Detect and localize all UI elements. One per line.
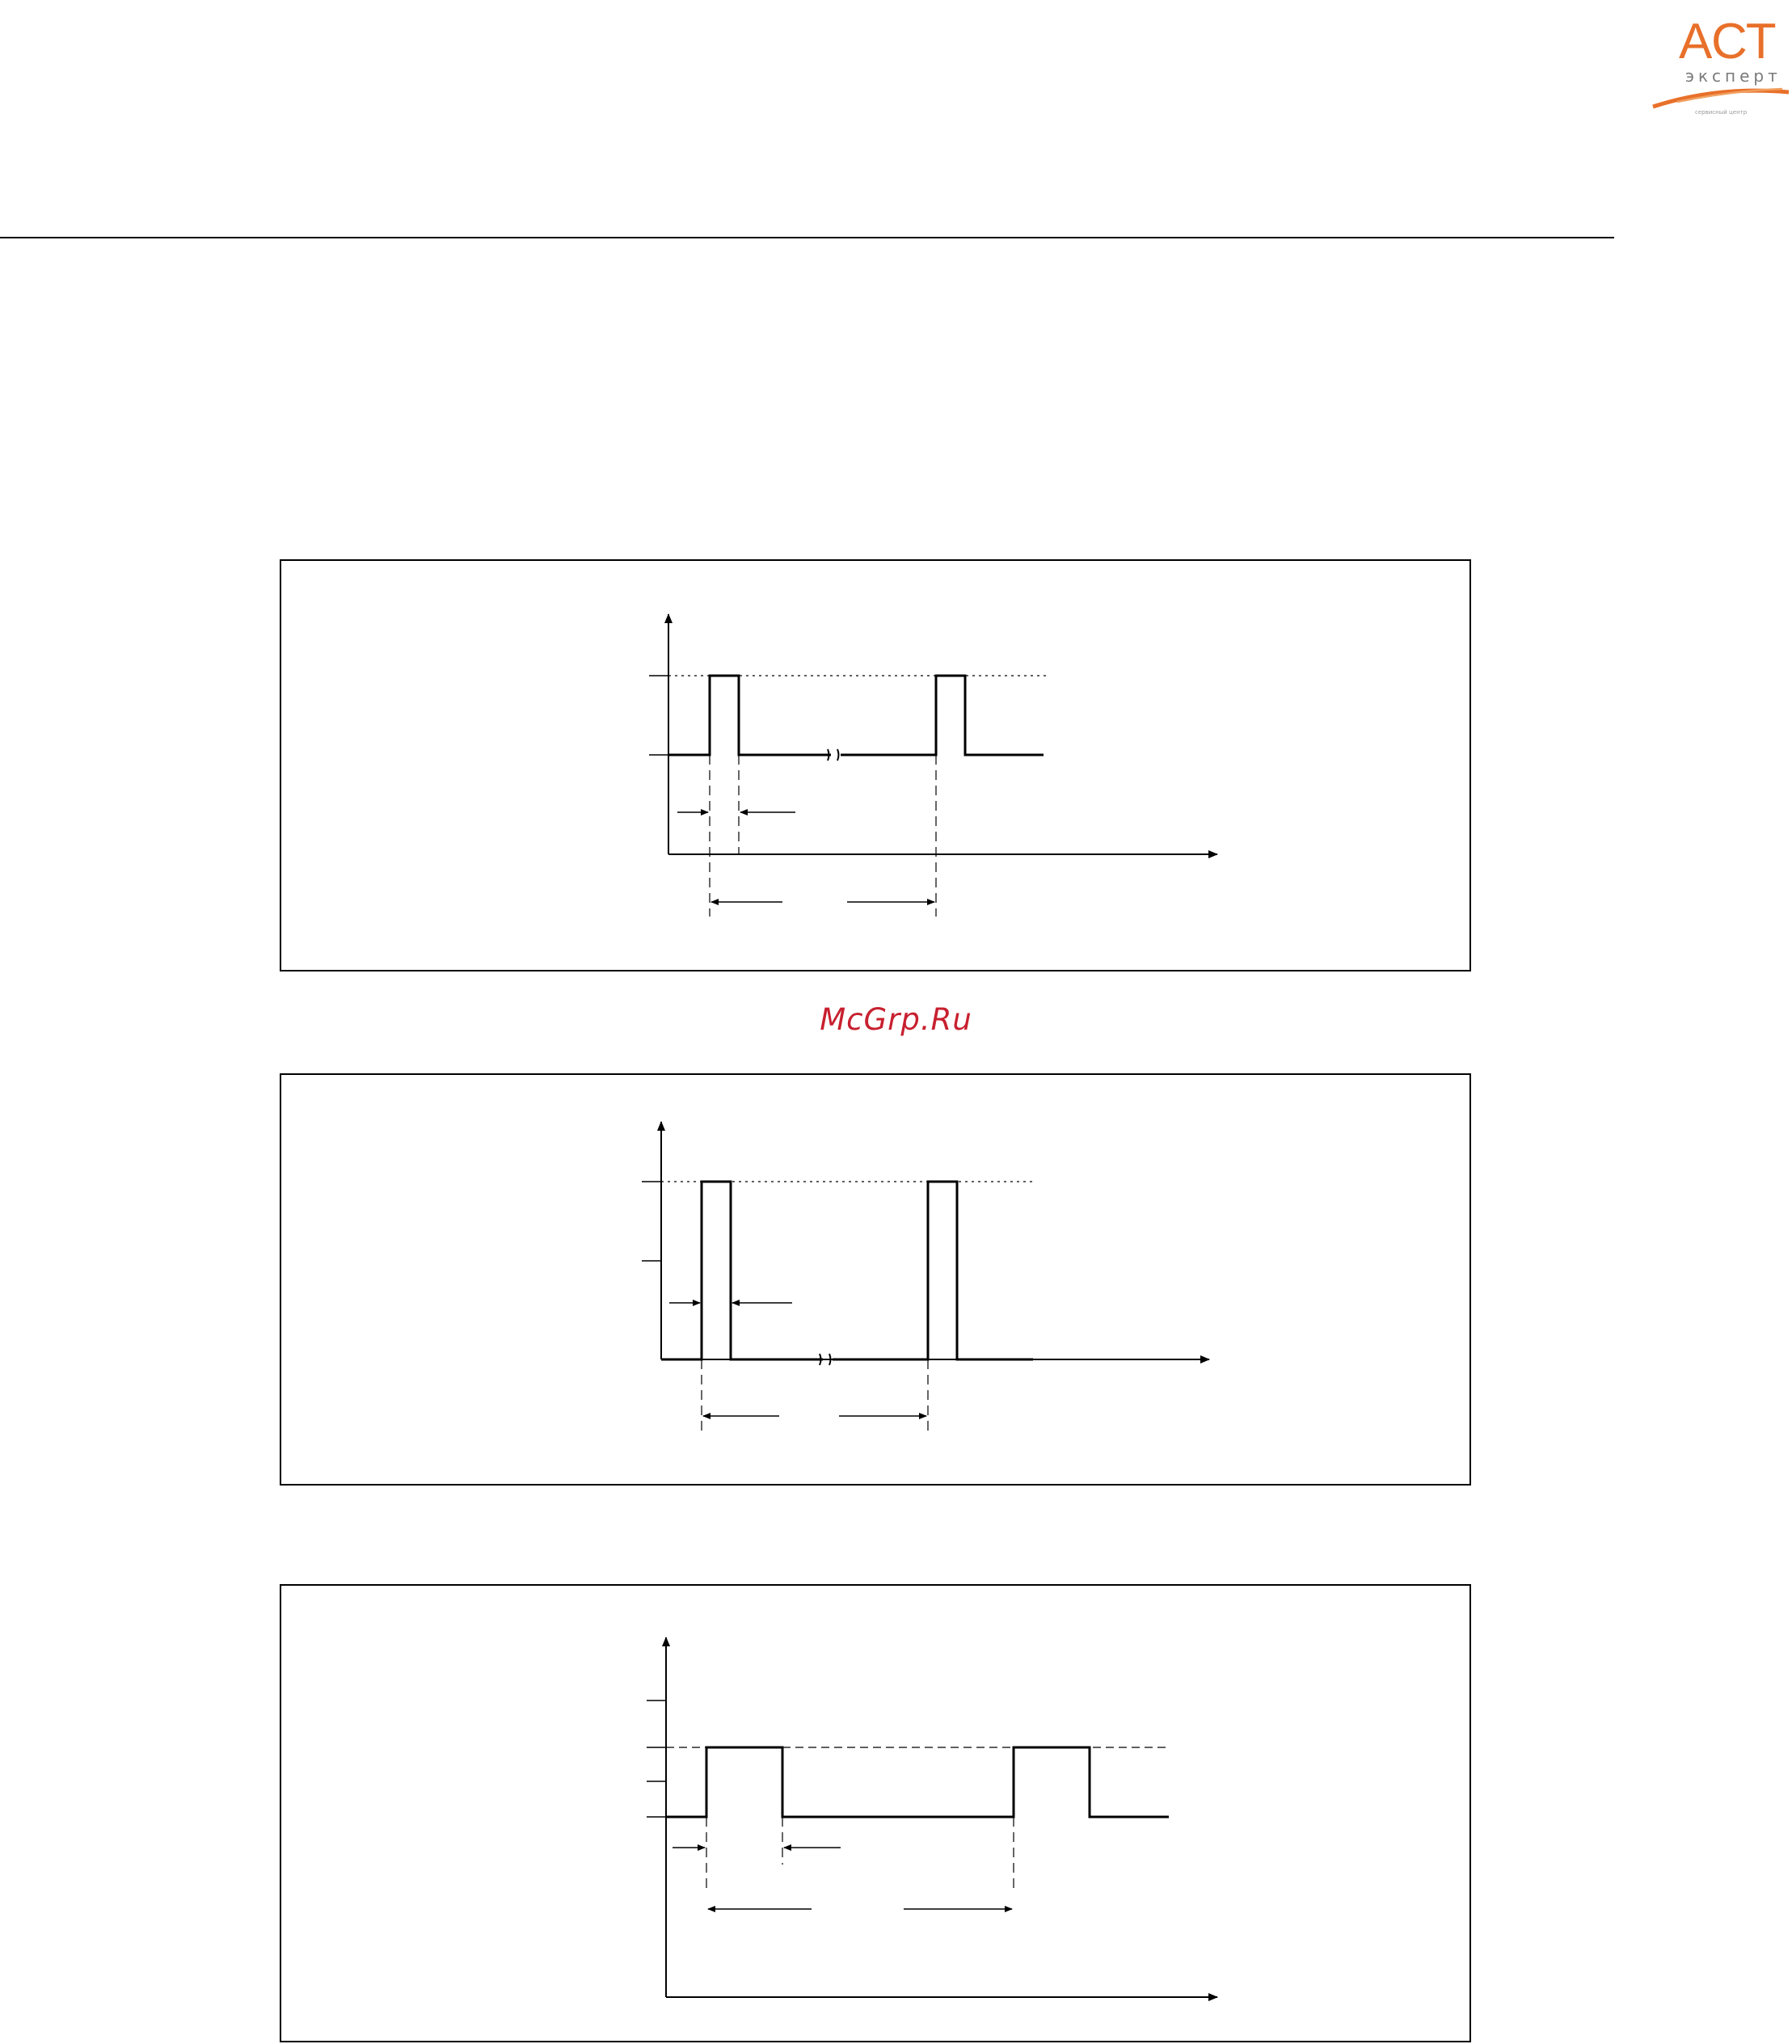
waveform bbox=[666, 1747, 1169, 1817]
waveform-segment-2 bbox=[841, 676, 1044, 755]
header-rule bbox=[0, 237, 1614, 238]
watermark: McGrp.Ru bbox=[820, 1002, 972, 1037]
figure-3 bbox=[280, 1584, 1471, 2042]
logo-tagline: сервисный центр bbox=[1695, 109, 1748, 116]
logo-graphic bbox=[1645, 11, 1792, 118]
brand-logo bbox=[1645, 11, 1792, 118]
figure-2 bbox=[280, 1073, 1471, 1486]
logo-swoosh-icon bbox=[1653, 91, 1789, 107]
logo-sub-text: эксперт bbox=[1685, 66, 1781, 86]
axis-break-icon bbox=[828, 749, 839, 761]
waveform-segment-1 bbox=[661, 1182, 823, 1359]
waveform-segment-1 bbox=[668, 676, 831, 755]
waveform-segment-2 bbox=[833, 1182, 1033, 1359]
logo-brand-text: АСТ bbox=[1679, 14, 1777, 70]
figure-1 bbox=[280, 559, 1471, 971]
figure-2-diagram bbox=[281, 1075, 1473, 1487]
figure-1-diagram bbox=[281, 561, 1473, 973]
figure-3-diagram bbox=[281, 1586, 1473, 2044]
